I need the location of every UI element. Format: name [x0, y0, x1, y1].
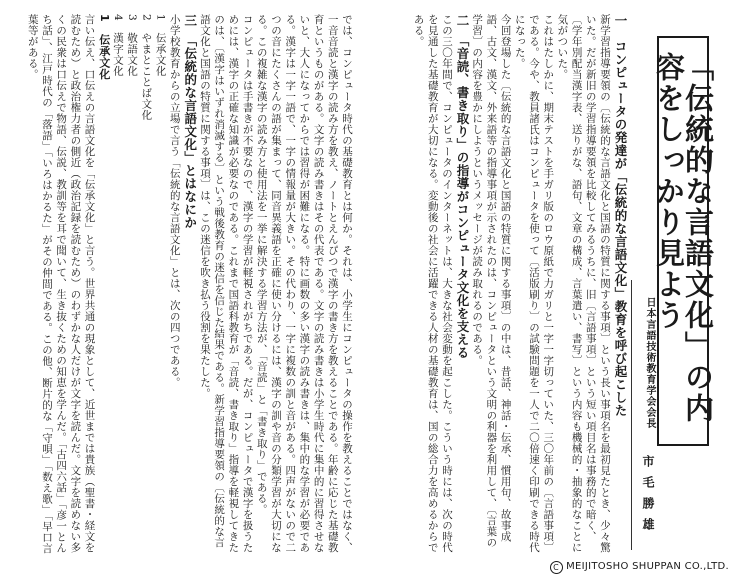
paragraph: では、コンピュータ時代の基礎教育とは何か。それは、小学生にコンピュータの操作を教えることではなく、一音音読と漢字の読み方を教え、ノートとえんぴつで漢字の書き方を教えることである。年齢に応じた基礎教育というものがある。文字の読み書きはその代表である。文字の読み書きは小学生時代に集中的に習得させないと、大人になってからでは習得が困難になる。特に画数の多い漢字の読み書きは、集中的な学習が必要である。漢字は一字一語で、一字の情報量が大きい。その代わり、一字に複数の訓と音がある。四声がないので二つの音にたくさんの語が集まって、同音異義語を正確に使い分けるには、漢字の訓や音の分類学習が大切になる。この複雑な漢字の読み方と使用法を一挙に解決する学習方法が、「音読」と「書き取り」である。: [255, 14, 353, 553]
paragraph: 言い伝え、口伝えの言語文化を「伝承文化」と言う。世界共通の現象として、近世までは貴族（聖書・経文を読むため）と政治権力者の側近（政治記録を読むため）のわずかな人だけが文字を読んだ。文字を読めない多くの民衆は口伝えで物語、伝説、教訓等を耳で聞いて、生き抜くための知恵を学んだ。「古四六話」「彦一とんち話」、江戸時代の「落語」「いろはかるた」がその仲間である。この他、断片的な「守唄」「数え歌」「早口言葉等がある。: [26, 14, 96, 554]
subsection-heading: 1 伝承文化: [97, 14, 111, 80]
publisher-name: MEIJITOSHO SHUPPAN CO.,LTD.: [566, 561, 729, 572]
column-right: [356, 14, 628, 554]
paragraph: この三〇年間で、コンピュータのインターネットは、大きな社会変動を起こした。こういう時には、次の時代を見通した基礎教育が大切になる。変動後の社会に活躍できる人材の基礎教育は、国の総合力を高めるからである。: [412, 14, 453, 553]
column-left: [0, 14, 354, 554]
title-box: [652, 36, 715, 446]
author-block: [631, 280, 657, 550]
list-item: 4 漢字文化: [111, 14, 124, 77]
paragraph: 小学校教育からの立場で言う「伝統的な言語文化」とは、次の四つである。: [168, 14, 181, 388]
page-title: 「伝統的な言語文化」の内容をしっかり見よう: [652, 52, 715, 424]
paragraph: コンピュータは手書きが不要なので、漢字の学習が軽視されがちである。だが、コンピュータで漢字を扱うためには、漢字の正確な知識が必要なのである。これまで国語科教育が「音読、書き取り」指導を軽視してきたのは、〔漢字はいずれ消滅する〕という戦後教育の迷信を信じた結果である。新学習指導要領の〔伝統的な言語文化と国語の特質に関する事項〕は、この迷信を吹き払う役割を果たした。: [198, 14, 254, 553]
section-heading-1: 一 コンピュータの発達が「伝統的な言語文化」教育を呼び起こした: [613, 14, 628, 417]
author-name: 市毛勝雄: [641, 455, 655, 539]
list-item: 3 敬語文化: [126, 14, 139, 77]
paragraph: 今回登場した〔伝統的な言語文化と国語の特質に関する事項〕の中は、昔話、神話・伝承、慣用句、故事成語、古文、漢文、外来語等の指導事項が示されたのは、コンピュータという文明の利器を利用して、〔言葉の学習〕の内容を豊かにしようというメッセージが読み取れるのである。: [471, 14, 512, 548]
section-heading-3: 三 「伝統的な言語文化」とはなにか: [182, 14, 198, 229]
paragraph: 新学習指導要領の〔伝統的な言語文化と国語の特質に関する事項〕という長い事項名を最初見たとき、少々驚いた。だが新旧の学習指導要領を比較してみるうちに、旧〔言語事項〕という短い項目名は事務的で暗く、〔学年別配当漢字表、送りがな、語句、文章の構成、言葉遣い、書写〕という内容も機械的・抽象的なことに気がついた。: [556, 14, 611, 553]
author-organization: 日本言語技術教育学会会長: [644, 297, 655, 429]
copyright-notice: [550, 561, 729, 574]
copyright-icon: C: [550, 561, 563, 574]
paragraph: これはたしかに、期末テストを手ガリ版のロウ原紙で力ガリと一字一字切っていた、三〇年前の〔言語事項〕である。今や、教員諸氏はコンピュータを使って〔活版刷り〕の試験問題を一人で二〇倍速く印刷できる時代になった。: [513, 14, 555, 553]
section-heading-2: 二 「音読、書き取り」の指導がコンピュータ文化を支える: [454, 14, 470, 359]
list-item: 2 やまとことば文化: [140, 14, 153, 121]
list-item: 1 伝承文化: [154, 14, 167, 77]
